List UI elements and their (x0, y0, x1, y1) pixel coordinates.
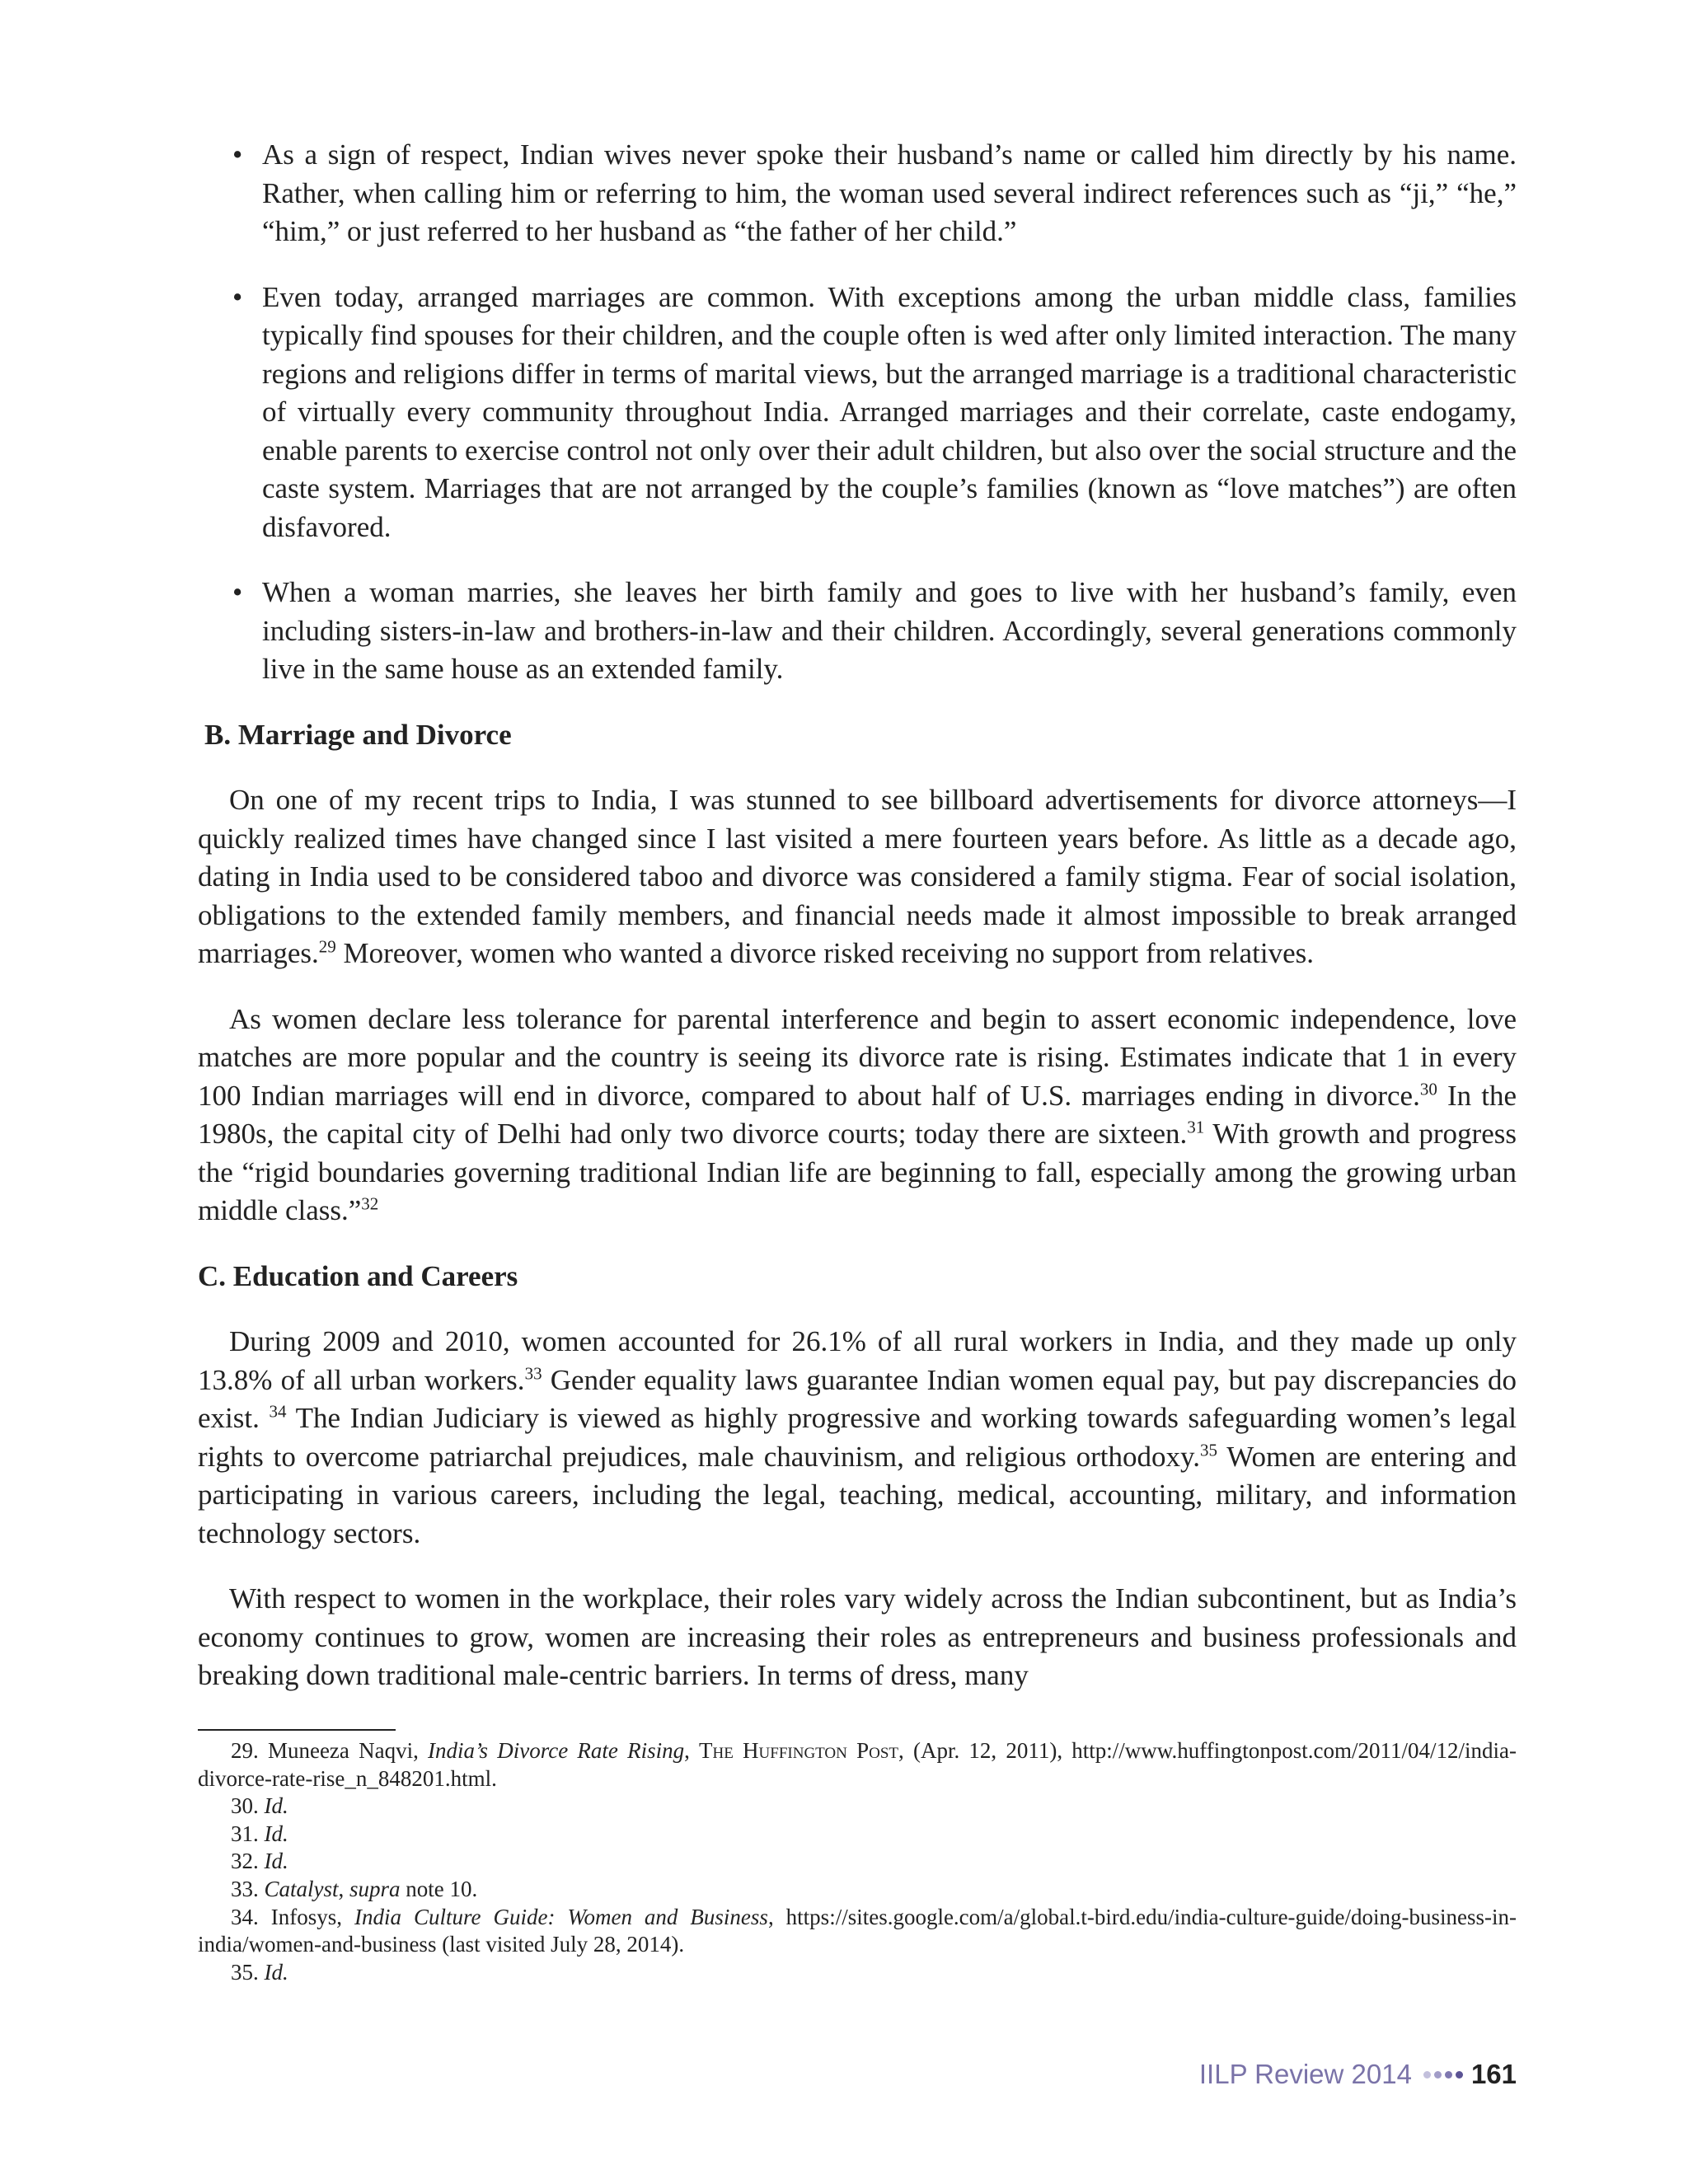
list-item: • When a woman marries, she leaves her birth family and goes to live with her husband’s family, even including sisters-in-law and brothers-in-law and their children. Accordingly, several generations commonly live in the same house as an extended family. (198, 574, 1517, 689)
section-heading-education: C. Education and Careers (198, 1259, 518, 1292)
dot-icon (1434, 2071, 1442, 2079)
page-number: 161 (1470, 2059, 1517, 2089)
footnote-ref[interactable]: 32 (361, 1193, 379, 1214)
footnote-ref[interactable]: 31 (1187, 1117, 1205, 1137)
decorative-dots-icon (1423, 2071, 1463, 2079)
dot-icon (1423, 2071, 1431, 2079)
journal-title: IILP Review 2014 (1198, 2059, 1412, 2089)
paragraph: During 2009 and 2010, women accounted for 26.1% of all rural workers in India, and they made up only 13.8% of all urban workers.$^{33}$ Gender equality laws guarantee Indian women equal pay, but pay discrepancies do exist. $^{34}$ The Indian Judiciary is viewed as highly progressive and working towards safeguarding women’s legal rights to overcome patriarchal prejudices, male chauvinism, and religious orthodoxy.$^{35}$ Women are entering and participating in various careers, including the legal, teaching, medical, accounting, military, and information technology sectors. (198, 1325, 1517, 1549)
footnote: 30. Id. (231, 1793, 288, 1819)
list-item: • Even today, arranged marriages are common. With exceptions among the urban middle class, families typically find spouses for their children, and the couple often is wed after only limited interaction. The many regions and religions differ in terms of marital views, but the arranged marriage is a traditional characteristic of virtually every community throughout India. Arranged marriages and their correlate, caste endogamy, enable parents to exercise control not only over their adult children, but also over the social structure and the caste system. Marriages that are not arranged by the couple’s families (known as “love matches”) are often disfavored. (198, 279, 1517, 547)
list-item: • As a sign of respect, Indian wives never spoke their husband’s name or called him directly by his name. Rather, when calling him or referring to him, the woman used several indirect references such as “ji,” “he,” “him,” or just referred to her husband as “the father of her child.” (198, 136, 1517, 251)
footnote-ref[interactable]: 34 (269, 1401, 287, 1422)
footnote: 33. Catalyst, supra note 10. (231, 1876, 478, 1901)
footnote-ref[interactable]: 35 (1200, 1439, 1217, 1460)
section-heading-marriage: B. Marriage and Divorce (204, 718, 512, 751)
footnote-ref[interactable]: 29 (318, 936, 336, 957)
footnote: 34. Infosys, India Culture Guide: Women and Business, https://sites.google.com/a/global.t-bird.edu/india-culture-guide/doing-business-in-india/women-and-business (last visited July 28, 2014). (198, 1904, 1517, 1957)
footnote-ref[interactable]: 30 (1419, 1078, 1437, 1099)
bullet-icon: • (232, 576, 243, 608)
paragraph: With respect to women in the workplace, their roles vary widely across the Indian subcontinent, but as India’s economy continues to grow, women are increasing their roles as entrepreneurs and business professionals and breaking down traditional male-centric barriers. In terms of dress, many (198, 1582, 1517, 1691)
paragraph: On one of my recent trips to India, I was stunned to see billboard advertisements for divorce attorneys—I quickly realized times have changed since I last visited a mere fourteen years before. As little as a decade ago, dating in India used to be considered taboo and divorce was considered a family stigma. Fear of social isolation, obligations to the extended family members, and financial needs made it almost impossible to break arranged marriages.$^{29}$ Moreover, women who wanted a divorce risked receiving no support from relatives. (198, 784, 1517, 969)
footnote: 35. Id. (231, 1959, 288, 1985)
footnote-ref[interactable]: 33 (524, 1362, 542, 1383)
bullet-icon: • (232, 138, 243, 171)
footnote: 31. Id. (231, 1821, 288, 1846)
dot-icon (1456, 2071, 1463, 2079)
footnote: 32. Id. (231, 1849, 288, 1874)
bullet-list (198, 136, 1517, 689)
page-footer (1199, 2059, 1517, 2090)
dot-icon (1445, 2071, 1452, 2079)
footnote-divider (198, 1729, 396, 1731)
paragraph: As women declare less tolerance for parental interference and begin to assert economic independence, love matches are more popular and the country is seeing its divorce rate is rising. Estimates indicate that 1 in every 100 Indian marriages will end in divorce, compared to about half of U.S. marriages ending in divorce.$^{30}$ In the 1980s, the capital city of Delhi had only two divorce courts; today there are sixteen.$^{31}$ With growth and progress the “rigid boundaries governing traditional Indian life are beginning to fall, especially among the growing urban middle class.”$^{32}$ (198, 1002, 1517, 1226)
footnotes (198, 1729, 1517, 1986)
footnote: 29. Muneeza Naqvi, India’s Divorce Rate Rising, The Huffington Post, (Apr. 12, 2011), http://www.huffingtonpost.com/2011/04/12/india-divorce-rate-rise_n_848201.html. (198, 1738, 1517, 1791)
page-content (198, 136, 1517, 1695)
bullet-icon: • (232, 280, 243, 313)
